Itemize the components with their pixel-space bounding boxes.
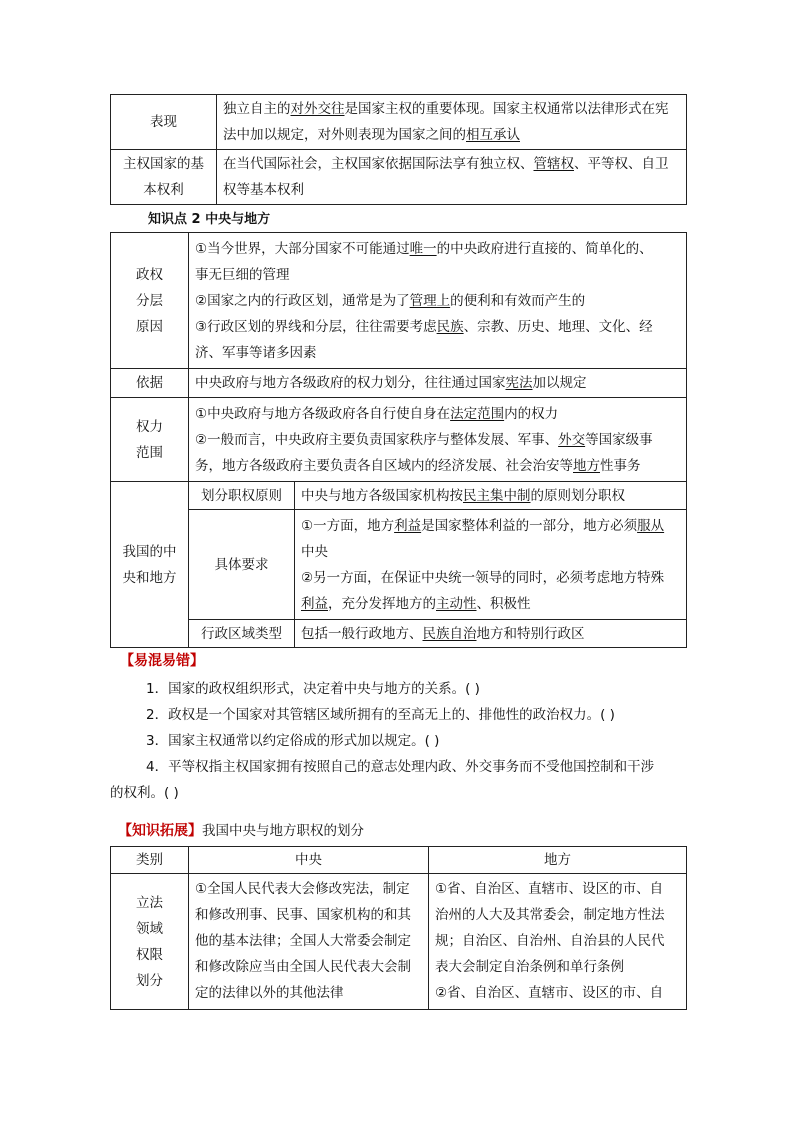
underlined-answer: 服从 [637,517,665,534]
row-label: 表现 [111,95,217,150]
text-line: 表大会制定自治条例和单行条例 [435,959,624,975]
text-run: 包括一般行政地方、 [301,625,423,642]
text-run: 地方和特别行政区 [476,625,585,642]
row-content [189,233,687,369]
question-list [110,676,690,806]
text-line: 央和地方 [122,569,177,586]
text-line [195,340,680,366]
text-line: ①省、自治区、直辖市、设区的市、自 [435,881,664,897]
text-line [301,539,680,565]
underlined-answer: 民族 [436,318,464,335]
central-local-table [110,232,687,648]
text-line [195,236,680,262]
column-header: 地方 [429,847,687,874]
text-run: 中央与地方各级国家机构按 [301,487,463,504]
table-row [111,150,687,205]
text-line [301,513,680,539]
list-item: 的权利。( ) [110,785,179,801]
text-line: 本权利 [143,182,184,198]
row-label [111,398,189,482]
column-header: 类别 [111,847,189,874]
underlined-answer: 宪法 [505,375,533,391]
text-line [301,565,680,591]
text-run: 加以规定 [532,375,587,391]
text-line: 他的基本法律；全国人大常委会制定 [195,933,411,949]
text-line: 定的法律以外的其他法律 [195,985,344,1001]
central-content [189,874,429,1010]
text-line: 权限 [136,946,163,963]
text-run: 事无巨细的管理 [195,266,290,283]
text-line: 领域 [136,920,163,937]
text-run: ②一般而言，中央政府主要负责国家秩序与整体发展、军事、 [195,431,559,448]
underlined-answer: 地方 [573,457,600,474]
text-run: ②另一方面，在保证中央统一领导的同时，必须考虑地方特殊 [301,569,665,586]
section-heading: 知识点 2 中央与地方 [148,212,271,227]
text-run: 权等基本权利 [223,182,304,198]
table-row [111,620,687,648]
list-item: 2．政权是一个国家对其管辖区域所拥有的至高无上的、排他性的政治权力。( ) [146,707,615,723]
text-line [195,401,680,427]
text-run: 是国家整体利益的一部分，地方必须 [421,517,638,534]
underlined-answer: 利益 [394,517,422,534]
row-label [111,150,217,205]
text-line: 划分 [136,972,163,989]
text-run: ，充分发挥地方的 [328,595,436,612]
confusion-tag: 【易混易错】 [120,653,204,669]
text-line: 原因 [136,318,163,335]
row-content [217,150,687,205]
table-row [111,510,687,620]
text-line: 和修改除应当由全国人民代表大会制 [195,959,411,975]
text-run: ③行政区划的界线和分层，往往需要考虑 [195,318,437,335]
underlined-answer: 对外交往 [290,101,345,117]
underlined-answer: 民主集中制 [463,487,531,504]
sub-label: 行政区域类型 [189,620,295,648]
text-run: 中央政府与地方各级政府的权力划分，往往通过国家 [195,375,506,391]
column-header: 中央 [189,847,429,874]
text-run: ②国家之内的行政区划，通常是为了 [195,292,410,309]
row-label [111,482,189,648]
text-run: 济、军事等诸多因素 [195,344,317,361]
table-row [111,874,687,1010]
sub-label: 具体要求 [189,510,295,620]
text-line: 权力 [136,418,163,435]
table-header-row [111,847,687,874]
table-row [111,95,687,150]
table-row [111,398,687,482]
local-content [429,874,687,1010]
text-line: 主权国家的基 [123,156,204,172]
underlined-answer: 管理上 [409,292,451,309]
list-item: 3．国家主权通常以约定俗成的形式加以规定。( ) [146,733,440,749]
row-label [111,874,189,1010]
row-content [189,369,687,398]
text-line [195,370,680,396]
text-line: ②省、自治区、直辖市、设区的市、自 [435,985,664,1001]
text-run: 的中央政府进行直接的、简单化的、 [436,240,653,257]
extension-tag: 【知识拓展】 [118,823,202,839]
table-row [111,233,687,369]
text-run: 的原则划分职权 [530,487,625,504]
sub-content [295,620,687,648]
text-run: ①当今世界，大部分国家不可能通过 [195,240,410,257]
underlined-answer: 唯一 [409,240,437,257]
underlined-answer: 主动性 [436,595,477,612]
text-run: 性事务 [600,457,641,474]
text-line: 治州的人大及其常委会，制定地方性法 [435,907,665,923]
underlined-answer: 利益 [301,595,328,612]
row-content [217,95,687,150]
text-run: 、平等权、自卫 [574,156,669,172]
text-line [223,96,680,122]
list-item: 1．国家的政权组织形式，决定着中央与地方的关系。( ) [146,681,480,697]
text-line: 政权 [136,266,163,283]
text-line [195,314,680,340]
table-row [111,369,687,398]
sub-content [295,510,687,620]
text-line [223,122,680,148]
sub-content [295,482,687,510]
text-run: 等国家级事 [585,431,653,448]
row-label [111,369,189,398]
text-line [195,427,680,453]
text-run: 在当代国际社会，主权国家依据国际法享有独立权、 [223,156,534,172]
text-line: 我国的中 [122,543,177,560]
text-run: ①一方面，地方 [301,517,395,534]
text-line [195,453,680,479]
underlined-answer: 法定范围 [450,405,505,422]
text-line: 和修改刑事、民事、国家机构的和其 [195,907,411,923]
text-line: 立法 [136,894,163,911]
text-line [301,591,680,617]
text-line: 规；自治区、自治州、自治县的人民代 [435,933,665,949]
underlined-answer: 管辖权 [533,156,574,172]
text-line [223,177,680,203]
underlined-answer: 外交 [558,431,586,448]
row-label [111,233,189,369]
text-line: 分层 [136,292,163,309]
text-line [195,262,680,288]
division-table [110,846,687,1010]
text-run: 务，地方各级政府主要负责各自区域内的经济发展、社会治安等 [195,457,573,474]
text-line: 依据 [136,375,163,391]
text-line: ①全国人民代表大会修改宪法，制定 [195,881,410,897]
text-run: 内的权力 [504,405,559,422]
table-row [111,482,687,510]
list-item: 4．平等权指主权国家拥有按照自己的意志处理内政、外交事务而不受他国控制和干涉 [146,759,655,775]
text-run: 的便利和有效而产生的 [450,292,586,309]
extension-heading [118,819,364,840]
text-line [223,151,680,177]
text-run: 法中加以规定，对外则表现为国家之间的 [223,127,466,143]
text-run: ①中央政府与地方各级政府各自行使自身在 [195,405,451,422]
text-run: 、宗教、历史、地理、文化、经 [463,318,653,335]
text-run: 是国家主权的重要体现。国家主权通常以法律形式在宪 [344,101,669,117]
text-line: 范围 [136,444,163,461]
text-run: 、积极性 [476,595,531,612]
sovereignty-table [110,94,687,205]
text-run: 独立自主的 [223,101,291,117]
extension-title: 我国中央与地方职权的划分 [202,823,364,839]
text-run: 中央 [301,543,328,560]
sub-label: 划分职权原则 [189,482,295,510]
text-line [195,288,680,314]
row-content [189,398,687,482]
underlined-answer: 民族自治 [422,625,477,642]
underlined-answer: 相互承认 [466,127,520,143]
